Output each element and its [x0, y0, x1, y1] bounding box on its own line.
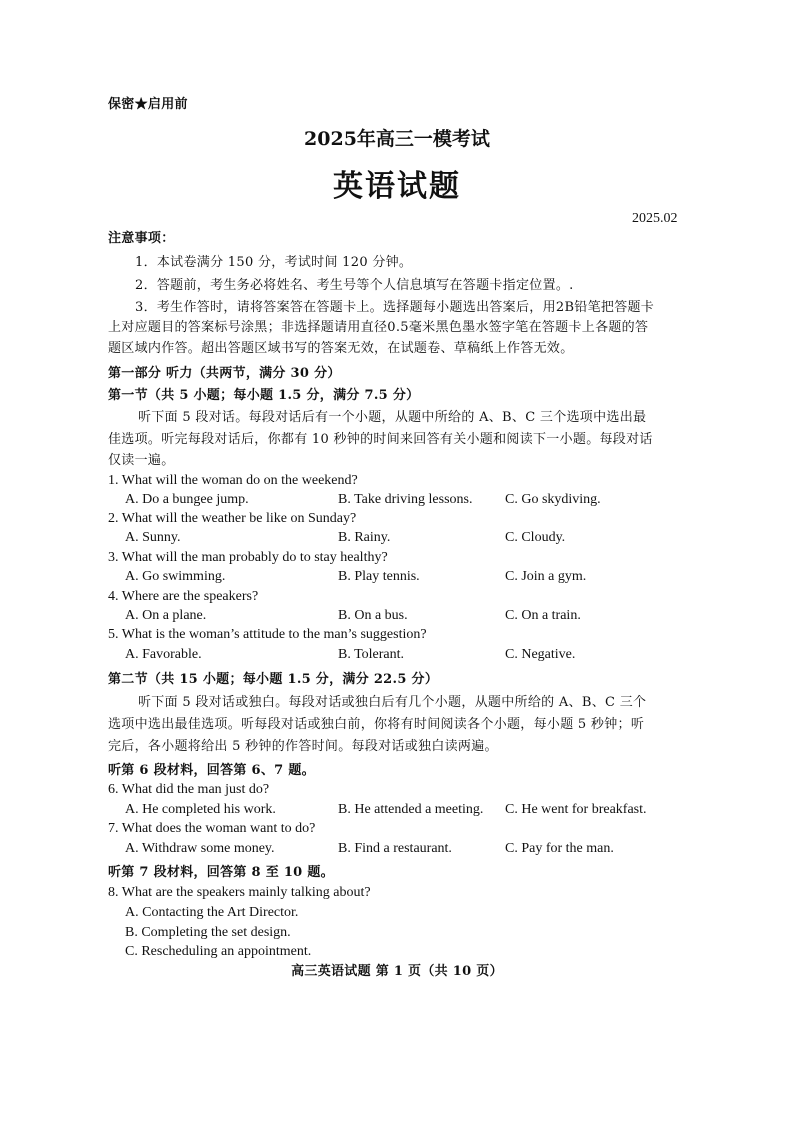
option-c: C. Join a gym. [505, 569, 587, 584]
option-b: B. Rainy. [338, 530, 391, 545]
option-b: B. Completing the set design. [125, 925, 291, 940]
page-footer: 高三英语试题 第 1 页（共 10 页） [291, 964, 503, 979]
option-c: C. Cloudy. [505, 530, 566, 545]
question-text: 4. Where are the speakers? [108, 589, 259, 604]
notice-item: 3．考生作答时，请将答案答在答题卡上。选择题每小题选出答案后，用2B铅笔把答题卡 [135, 300, 655, 315]
section1-title: 第一节（共 5 小题；每小题 1.5 分，满分 7.5 分） [108, 388, 420, 403]
instruction-line: 完后，各小题将给出 5 秒钟的作答时间。每段对话或独白读两遍。 [108, 739, 498, 754]
question-text: 1. What will the woman do on the weekend? [108, 473, 358, 488]
option-a: A. Favorable. [125, 647, 202, 662]
option-c: C. Negative. [505, 647, 576, 662]
question-text: 2. What will the weather be like on Sunday? [108, 511, 357, 526]
instruction-line: 选项中选出最佳选项。听每段对话或独白前，你将有时间阅读各个小题，每小题 5 秒钟；听 [108, 717, 645, 732]
instruction-line: 听下面 5 段对话。每段对话后有一个小题，从题中所给的 A、B、C 三个选项中选出最 [138, 410, 647, 425]
option-a: A. Do a bungee jump. [125, 492, 249, 507]
notice-item: 题区域内作答。超出答题区域书写的答案无效，在试题卷、草稿纸上作答无效。 [108, 341, 574, 356]
option-b: B. Find a restaurant. [338, 841, 452, 856]
question-text: 6. What did the man just do? [108, 782, 270, 797]
question-text: 5. What is the woman’s attitude to the man’s suggestion? [108, 627, 427, 642]
option-c: C. Pay for the man. [505, 841, 614, 856]
material-6-heading: 听第 6 段材料，回答第 6、7 题。 [108, 763, 315, 778]
instruction-line: 仅读一遍。 [108, 453, 175, 468]
option-b: B. Play tennis. [338, 569, 420, 584]
exam-date: 2025.02 [632, 211, 678, 226]
option-a: A. Withdraw some money. [125, 841, 275, 856]
option-a: A. On a plane. [125, 608, 207, 623]
option-c: C. Go skydiving. [505, 492, 601, 507]
option-b: B. Tolerant. [338, 647, 405, 662]
option-a: A. He completed his work. [125, 802, 276, 817]
option-b: B. On a bus. [338, 608, 408, 623]
confidential-label: 保密★启用前 [108, 97, 188, 112]
option-b: B. He attended a meeting. [338, 802, 484, 817]
instruction-line: 佳选项。听完每段对话后，你都有 10 秒钟的时间来回答有关小题和阅读下一小题。每段对话 [108, 432, 653, 447]
question-text: 8. What are the speakers mainly talking about? [108, 885, 371, 900]
option-a: A. Sunny. [125, 530, 181, 545]
notice-item: 上对应题目的答案标号涂黑；非选择题请用直径0.5毫米黑色墨水签字笔在答题卡上各题的答 [108, 320, 649, 335]
option-a: A. Go swimming. [125, 569, 226, 584]
part1-title: 第一部分 听力（共两节，满分 30 分） [108, 366, 341, 381]
exam-title: 2025年高三一模考试 [304, 128, 490, 150]
option-c: C. He went for breakfast. [505, 802, 647, 817]
question-text: 3. What will the man probably do to stay healthy? [108, 550, 388, 565]
material-7-heading: 听第 7 段材料，回答第 8 至 10 题。 [108, 865, 334, 880]
option-c: C. Rescheduling an appointment. [125, 944, 312, 959]
notice-title: 注意事项： [108, 231, 175, 246]
notice-item: 1．本试卷满分 150 分，考试时间 120 分钟。 [135, 255, 413, 270]
option-c: C. On a train. [505, 608, 581, 623]
option-a: A. Contacting the Art Director. [125, 905, 299, 920]
notice-item: 2．答题前，考生务必将姓名、考生号等个人信息填写在答题卡指定位置。. [135, 278, 574, 293]
section2-title: 第二节（共 15 小题；每小题 1.5 分，满分 22.5 分） [108, 672, 439, 687]
question-text: 7. What does the woman want to do? [108, 821, 316, 836]
instruction-line: 听下面 5 段对话或独白。每段对话或独白后有几个小题，从题中所给的 A、B、C 三个 [138, 695, 647, 710]
option-b: B. Take driving lessons. [338, 492, 473, 507]
subject-title: 英语试题 [333, 169, 461, 204]
